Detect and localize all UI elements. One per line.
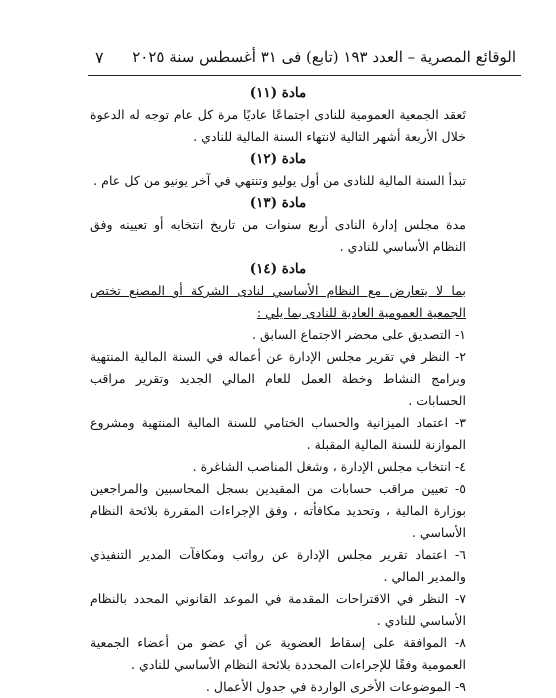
article-14-intro <box>90 280 466 324</box>
page-number: ٧ <box>95 48 104 67</box>
list-item: ٤- انتخاب مجلس الإدارة ، وشغل المناصب الشاغرة . <box>192 459 466 474</box>
header-title: الوقائع المصرية – العدد ١٩٣ (تابع) فى ٣١ أغسطس سنة ٢٠٢٥ <box>132 48 516 66</box>
article-12-title: مادة (١٢) <box>249 151 307 167</box>
article-13-title: مادة (١٣) <box>249 195 307 211</box>
list-item: ٧- النظر في الاقتراحات المقدمة في الموعد القانوني المحدد بالنظام الأساسي للنادي . <box>90 591 466 628</box>
article-11-title: مادة (١١) <box>249 85 307 101</box>
list-item: ٦- اعتماد تقرير مجلس الإدارة عن رواتب ومكافآت المدير التنفيذي والمدير المالي . <box>90 547 466 584</box>
list-item: ٨- الموافقة على إسقاط العضوية عن أي عضو من أعضاء الجمعية العمومية وفقًا للإجراءات المحددة بلائحة النظام الأساسي للنادي . <box>90 635 466 672</box>
list-item: ٣- اعتماد الميزانية والحساب الختامي للسنة المالية المنتهية ومشروع الموازنة للسنة المالية المقبلة . <box>90 415 466 452</box>
page-header <box>95 48 516 70</box>
article-12-text: تبدأ السنة المالية للنادى من أول يوليو وتنتهي في آخر يونيو من كل عام . <box>93 173 466 188</box>
list-item: ٩- الموضوعات الأخرى الواردة في جدول الأعمال . <box>205 679 466 694</box>
article-14-title: مادة (١٤) <box>249 261 307 277</box>
list-item: ٥- تعيين مراقب حسابات من المقيدين بسجل المحاسبين والمراجعين بوزارة المالية ، وتحديد مكافأته ، وفق الإجراءات المقررة بلائحة النظام الأساسي . <box>90 481 466 540</box>
article-11-text: تَعقد الجمعية العمومية للنادى اجتماعًا عاديًا مرة كل عام توجه له الدعوة خلال الأربعة أشهر التالية لانتهاء السنة المالية للنادي . <box>90 107 466 144</box>
header-divider <box>88 75 521 76</box>
list-item: ٢- النظر في تقرير مجلس الإدارة عن أعماله في السنة المالية المنتهية وبرامج النشاط وخطة العمل للعام المالي الجديد وتقرير مراقب الحسابات . <box>90 349 466 408</box>
article-14-intro-text: بما لا يتعارض مع النظام الأساسي لنادى الشركة أو المصنع تختص الجمعية العمومية العادية للنادى بما يلي : <box>90 283 466 320</box>
article-13-text: مدة مجلس إدارة النادى أربع سنوات من تاريخ انتخابه أو تعيينه وفق النظام الأساسي للنادي . <box>90 217 466 254</box>
list-item: ١- التصديق على محضر الاجتماع السابق . <box>252 327 466 342</box>
page-body <box>90 82 466 698</box>
